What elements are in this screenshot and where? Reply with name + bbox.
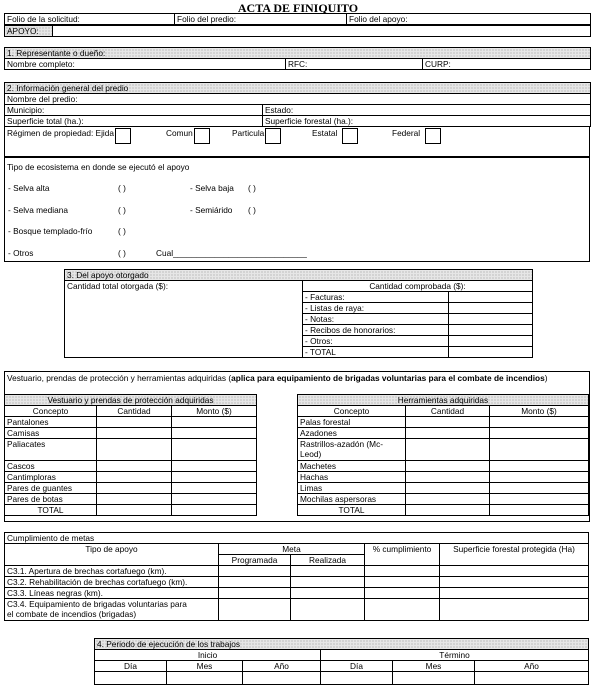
- cantidad-cell[interactable]: [406, 505, 490, 516]
- realizada-cell[interactable]: [291, 599, 365, 621]
- meta-row-label: C3.2. Rehabilitación de brechas cortafuego (km).: [5, 577, 219, 588]
- cantidad-cell[interactable]: [406, 494, 490, 505]
- comprobada-value[interactable]: [449, 314, 533, 325]
- monto-cell[interactable]: [490, 494, 589, 505]
- equipamiento-intro: Vestuario, prendas de protección y herramientas adquiridas (aplica para equipamiento de brigadas voluntarias para el combate de incendios): [7, 373, 548, 383]
- col-monto: Monto ($): [490, 406, 589, 417]
- comprobada-value[interactable]: [449, 303, 533, 314]
- page-title: ACTA DE FINIQUITO: [237, 1, 359, 15]
- cantidad-cell[interactable]: [406, 428, 490, 439]
- vestuario-item: Paliacates: [5, 439, 97, 461]
- estado-field[interactable]: Estado:: [263, 105, 591, 116]
- particular-option: Particula: [232, 128, 281, 144]
- selva-baja-label: - Selva baja: [190, 183, 234, 193]
- termino-mes-field[interactable]: [393, 672, 475, 685]
- comprobada-item: - Notas:: [303, 314, 449, 325]
- herramienta-item: Azadones: [298, 428, 406, 439]
- selva-alta-label: - Selva alta: [8, 183, 50, 193]
- herramientas-total: TOTAL: [298, 505, 406, 516]
- termino-header: Término: [321, 650, 589, 661]
- monto-cell[interactable]: [490, 505, 589, 516]
- folio-apoyo-field[interactable]: Folio del apoyo:: [347, 14, 591, 25]
- otros-mark[interactable]: ( ): [118, 248, 126, 258]
- programada-cell[interactable]: [219, 577, 291, 588]
- inicio-anio-field[interactable]: [243, 672, 321, 685]
- cantidad-cell[interactable]: [97, 439, 172, 461]
- section-2-table: [4, 82, 591, 127]
- vestuario-title: Vestuario y prendas de protección adquiridas: [5, 395, 257, 406]
- col-concepto: Concepto: [5, 406, 97, 417]
- col-monto: Monto ($): [172, 406, 257, 417]
- col-concepto: Concepto: [298, 406, 406, 417]
- superficie-cell[interactable]: [440, 599, 589, 621]
- apoyo-field[interactable]: [53, 26, 591, 37]
- superficie-protegida-header: Superficie forestal protegida (Ha): [440, 544, 589, 566]
- comprobada-item: - TOTAL: [303, 347, 449, 358]
- monto-cell[interactable]: [490, 472, 589, 483]
- herramienta-item: Hachas: [298, 472, 406, 483]
- monto-cell[interactable]: [172, 428, 257, 439]
- programada-cell[interactable]: [219, 599, 291, 621]
- selva-mediana-label: - Selva mediana: [8, 205, 68, 215]
- cantidad-cell[interactable]: [406, 439, 490, 461]
- cantidad-cell[interactable]: [406, 483, 490, 494]
- comun-checkbox[interactable]: [194, 128, 210, 144]
- comprobada-value[interactable]: [449, 347, 533, 358]
- monto-cell[interactable]: [490, 417, 589, 428]
- cantidad-cell[interactable]: [97, 505, 172, 516]
- dia-header: Día: [321, 661, 393, 672]
- vestuario-item: Cantimploras: [5, 472, 97, 483]
- cantidad-cell[interactable]: [97, 417, 172, 428]
- monto-cell[interactable]: [172, 483, 257, 494]
- section-1-title: 1. Representante o dueño:: [5, 48, 591, 59]
- cantidad-cell[interactable]: [97, 494, 172, 505]
- meta-row-label: C3.1. Apertura de brechas cortafuego (km).: [5, 566, 219, 577]
- comprobada-item: - Facturas:: [303, 292, 449, 303]
- apoyo-label: APOYO:: [5, 26, 53, 37]
- nombre-completo-field[interactable]: Nombre completo:: [5, 59, 286, 70]
- meta-header: Meta: [219, 544, 365, 555]
- section-3-title: 3. Del apoyo otorgado: [65, 270, 533, 281]
- bosque-mark[interactable]: ( ): [118, 226, 126, 236]
- section-3-table: [64, 269, 533, 358]
- monto-cell[interactable]: [172, 461, 257, 472]
- monto-cell[interactable]: [490, 483, 589, 494]
- ejidal-checkbox[interactable]: [115, 128, 131, 144]
- inicio-dia-field[interactable]: [95, 672, 167, 685]
- monto-cell[interactable]: [172, 494, 257, 505]
- vestuario-item: Pares de botas: [5, 494, 97, 505]
- monto-cell[interactable]: [172, 417, 257, 428]
- semiarido-mark[interactable]: ( ): [248, 205, 256, 215]
- superficie-cell[interactable]: [440, 588, 589, 599]
- rfc-field[interactable]: RFC:: [286, 59, 423, 70]
- herramientas-table: [297, 394, 589, 516]
- cumplimiento-cell[interactable]: [365, 566, 440, 577]
- cantidad-total-field[interactable]: Cantidad total otorgada ($):: [65, 281, 303, 358]
- realizada-header: Realizada: [291, 555, 365, 566]
- programada-header: Programada: [219, 555, 291, 566]
- folios-table: [4, 13, 591, 25]
- mes-header: Mes: [393, 661, 475, 672]
- semiarido-label: - Semiárido: [190, 205, 233, 215]
- cantidad-cell[interactable]: [406, 417, 490, 428]
- metas-title: Cumplimiento de metas: [5, 533, 589, 544]
- municipio-field[interactable]: Municipio:: [5, 105, 263, 116]
- superficie-cell[interactable]: [440, 577, 589, 588]
- section-4-title: 4. Periodo de ejecución de los trabajos: [95, 639, 589, 650]
- selva-mediana-mark[interactable]: ( ): [118, 205, 126, 215]
- anio-header: Año: [243, 661, 321, 672]
- meta-row-label: C3.3. Líneas negras (km).: [5, 588, 219, 599]
- vestuario-item: Cascos: [5, 461, 97, 472]
- nombre-predio-field[interactable]: Nombre del predio:: [5, 94, 591, 105]
- vestuario-table: [4, 394, 257, 516]
- cantidad-comprobada-label: Cantidad comprobada ($):: [303, 281, 533, 292]
- cantidad-cell[interactable]: [97, 483, 172, 494]
- herramienta-item: Limas: [298, 483, 406, 494]
- herramientas-title: Herramientas adquiridas: [298, 395, 589, 406]
- col-cantidad: Cantidad: [406, 406, 490, 417]
- bosque-label: - Bosque templado-frío: [8, 226, 93, 236]
- selva-alta-mark[interactable]: ( ): [118, 183, 126, 193]
- monto-cell[interactable]: [490, 461, 589, 472]
- superficie-total-field[interactable]: Superficie total (ha.):: [5, 116, 263, 127]
- estatal-checkbox[interactable]: [342, 128, 358, 144]
- programada-cell[interactable]: [219, 588, 291, 599]
- comprobada-value[interactable]: [449, 336, 533, 347]
- otros-label: - Otros: [8, 248, 34, 258]
- monto-cell[interactable]: [172, 472, 257, 483]
- cantidad-cell[interactable]: [97, 472, 172, 483]
- vestuario-item: Camisas: [5, 428, 97, 439]
- apoyo-table: [4, 25, 591, 37]
- dia-header: Día: [95, 661, 167, 672]
- realizada-cell[interactable]: [291, 588, 365, 599]
- selva-baja-mark[interactable]: ( ): [248, 183, 256, 193]
- comprobada-item: - Listas de raya:: [303, 303, 449, 314]
- vestuario-item: Pares de guantes: [5, 483, 97, 494]
- cumplimiento-cell[interactable]: [365, 588, 440, 599]
- tipo-apoyo-header: Tipo de apoyo: [5, 544, 219, 566]
- cumplimiento-cell[interactable]: [365, 599, 440, 621]
- cual-field[interactable]: Cual_____________________________: [156, 248, 307, 258]
- cumplimiento-header: % cumplimiento: [365, 544, 440, 566]
- curp-field[interactable]: CURP:: [423, 59, 591, 70]
- comun-option: Comun: [166, 128, 210, 144]
- comprobada-value[interactable]: [449, 325, 533, 336]
- monto-cell[interactable]: [490, 439, 589, 461]
- termino-dia-field[interactable]: [321, 672, 393, 685]
- realizada-cell[interactable]: [291, 577, 365, 588]
- comprobada-item: - Recibos de honorarios:: [303, 325, 449, 336]
- comprobada-item: - Otros:: [303, 336, 449, 347]
- cantidad-cell[interactable]: [406, 461, 490, 472]
- cumplimiento-cell[interactable]: [365, 577, 440, 588]
- monto-cell[interactable]: [172, 439, 257, 461]
- folio-predio-field[interactable]: Folio del predio:: [175, 14, 347, 25]
- cantidad-cell[interactable]: [97, 461, 172, 472]
- comprobada-value[interactable]: [449, 292, 533, 303]
- superficie-cell[interactable]: [440, 566, 589, 577]
- inicio-mes-field[interactable]: [167, 672, 243, 685]
- federal-option: Federal: [392, 128, 441, 144]
- folio-solicitud-field[interactable]: Folio de la solicitud:: [5, 14, 175, 25]
- realizada-cell[interactable]: [291, 566, 365, 577]
- herramienta-item: Mochilas aspersoras: [298, 494, 406, 505]
- monto-cell[interactable]: [172, 505, 257, 516]
- section-2-title: 2. Información general del predio: [5, 83, 591, 94]
- inicio-header: Inicio: [95, 650, 321, 661]
- vestuario-item: Pantalones: [5, 417, 97, 428]
- herramienta-item: Machetes: [298, 461, 406, 472]
- metas-table: [4, 532, 589, 621]
- anio-header: Año: [475, 661, 589, 672]
- herramienta-item: Palas forestal: [298, 417, 406, 428]
- section-4-table: [94, 638, 589, 685]
- monto-cell[interactable]: [490, 428, 589, 439]
- superficie-forestal-field[interactable]: Superficie forestal (ha.):: [263, 116, 591, 127]
- ecosistema-label: Tipo de ecosistema en donde se ejecutó el apoyo: [7, 162, 190, 172]
- section-1-table: [4, 47, 591, 70]
- col-cantidad: Cantidad: [97, 406, 172, 417]
- mes-header: Mes: [167, 661, 243, 672]
- meta-row-label: C3.4. Equipamiento de brigadas voluntarias para el combate de incendios (brigadas): [5, 599, 219, 621]
- herramienta-item: Rastrillos-azadón (Mc- Leod): [298, 439, 406, 461]
- federal-checkbox[interactable]: [425, 128, 441, 144]
- particular-checkbox[interactable]: [265, 128, 281, 144]
- regimen-label: Régimen de propiedad: Ejida: [7, 128, 131, 144]
- cantidad-cell[interactable]: [406, 472, 490, 483]
- estatal-option: Estatal: [312, 128, 358, 144]
- programada-cell[interactable]: [219, 566, 291, 577]
- cantidad-cell[interactable]: [97, 428, 172, 439]
- termino-anio-field[interactable]: [475, 672, 589, 685]
- vestuario-total: TOTAL: [5, 505, 97, 516]
